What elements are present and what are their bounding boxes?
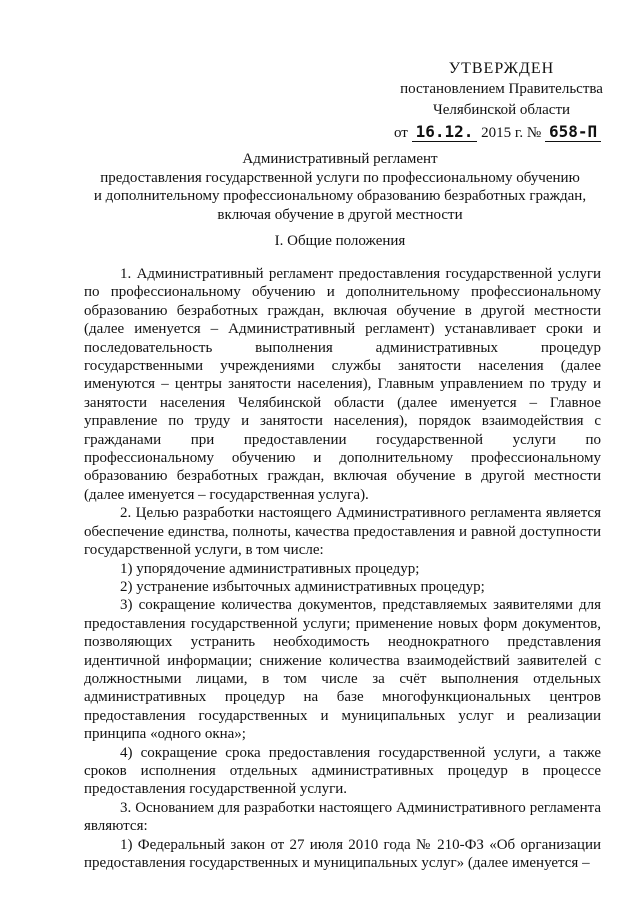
title-line-2: предоставления государственной услуги по профессиональному обучению	[100, 169, 580, 186]
date-prefix: от	[394, 125, 408, 141]
document-title	[72, 150, 608, 224]
paragraph-2-item-2: 2) устранение избыточных административных процедур;	[120, 578, 485, 595]
approval-date-line	[394, 121, 609, 144]
document-body	[84, 265, 601, 872]
paragraph-1: 1. Административный регламент предоставления государственной услуги по профессиональному обучению и дополнительному профессиональному образованию безработных граждан, включая обучение в другой местности (далее именуется – Административный регламент) устанавливает сроки и последовательность выполнения административных процедур государственными учреждениями службы занятости населения (далее именуются – центры занятости населения), Главным управлением по труду и занятости населения Челябинской области (далее именуется – Главное управление по труду и занятости населения), порядок взаимодействия с гражданами при предоставлении государственной услуги по профессиональному обучению и дополнительному профессиональному образованию безработных граждан, включая обучение в другой местности (далее именуется – государственная услуга).	[84, 266, 601, 503]
paragraph-2-item-3: 3) сокращение количества документов, представляемых заявителями для предоставления государственной услуги; применение новых форм документов, позволяющих устранить необходимость неоднократного представления идентичной информации; снижение количества взаимодействий заявителей с должностными лицами, в том числе за счёт выполнения отдельных административных процедур на базе многофункциональных центров предоставления государственных и муниципальных услуг и реализации принципа «одного окна»;	[84, 597, 601, 743]
paragraph-3-item-1: 1) Федеральный закон от 27 июля 2010 года № 210-ФЗ «Об организации предоставления государственных и муниципальных услуг» (далее именуется –	[84, 836, 601, 871]
approval-line-1: постановлением Правительства	[400, 81, 603, 97]
paragraph-2-item-4: 4) сокращение срока предоставления государственной услуги, а также сроков исполнения отдельных административных процедур в процессе предоставления государственной услуги.	[84, 744, 601, 798]
paragraph-2: 2. Целью разработки настоящего Административного регламента является обеспечение единства, полноты, качества предоставления и равной доступности государственной услуги, в том числе:	[84, 505, 601, 559]
approval-line-2: Челябинской области	[432, 102, 571, 118]
section-heading: I. Общие положения	[274, 233, 406, 249]
title-line-4: включая обучение в другой местности	[217, 206, 463, 223]
approval-block	[394, 58, 609, 144]
title-line-3: и дополнительному профессиональному образованию безработных граждан,	[93, 188, 587, 204]
approval-title: УТВЕРЖДЕН	[448, 60, 555, 77]
handwritten-number: 658-П	[545, 122, 601, 142]
date-year: 2015 г. №	[481, 125, 542, 141]
paragraph-3: 3. Основанием для разработки настоящего Административного регламента являются:	[84, 799, 601, 835]
title-line-1: Административный регламент	[242, 151, 438, 167]
handwritten-date: 16.12.	[412, 122, 478, 142]
paragraph-2-item-1: 1) упорядочение административных процедур;	[120, 560, 420, 577]
